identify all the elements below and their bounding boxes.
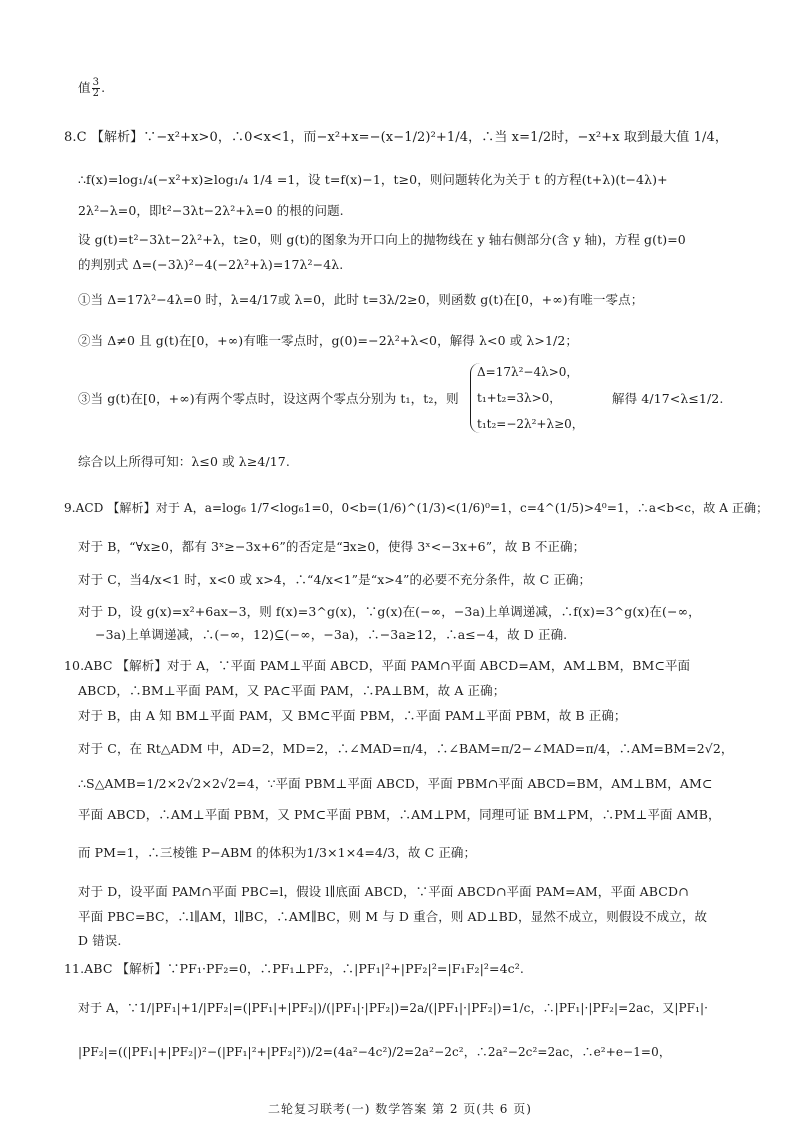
line-23: 对于 D，设平面 PAM∩平面 PBC=l，假设 l∥底面 ABCD，∵平面 ABCD∩平面 PAM=AM，平面 ABCD∩ — [78, 884, 689, 899]
line-04: 2λ²−λ=0，即t²−3λt−2λ²+λ=0 的根的问题. — [78, 203, 344, 218]
line-25: D 错误. — [78, 933, 122, 948]
line-08: ②当 Δ≠0 且 g(t)在[0，+∞)有唯一零点时，g(0)=−2λ²+λ<0，解得 λ<0 或 λ>1/2； — [78, 333, 578, 348]
line-20: ∴S△AMB=1/2×2√2×2√2=4，∵平面 PBM⊥平面 ABCD，平面 PBM∩平面 ABCD=BM，AM⊥BM，AM⊂ — [78, 776, 713, 791]
line-27: 对于 A，∵1/|PF₁|+1/|PF₂|=(|PF₁|+|PF₂|)/(|PF₁|·|PF₂|)=2a/(|PF₁|·|PF₂|)=1/c，∴|PF₁|·|PF₂|=2ac，又|PF₁|· — [78, 1001, 709, 1015]
line-15: −3a)上单调递减，∴(−∞，12)⊆(−∞，−3a)，∴−3a≥12，∴a≤−4，故 D 正确. — [95, 627, 568, 642]
line-21: 平面 ABCD，∴AM⊥平面 PBM，又 PM⊂平面 PBM，∴AM⊥PM，同理可证 BM⊥PM，∴PM⊥平面 AMB， — [78, 807, 721, 822]
line-16: 10.ABC 【解析】对于 A，∵平面 PAM⊥平面 ABCD，平面 PAM∩平面 ABCD=AM，AM⊥BM，BM⊂平面 — [64, 658, 691, 673]
page-footer: 二轮复习联考(一) 数学答案 第 2 页(共 6 页) — [268, 1102, 532, 1116]
line-14: 对于 D，设 g(x)=x²+6ax−3，则 f(x)=3^g(x)，∵g(x)在(−∞，−3a)上单调递减，∴f(x)=3^g(x)在(−∞， — [78, 604, 701, 619]
line-02: 8.C 【解析】∵−x²+x>0，∴0<x<1，而−x²+x=−(x−1/2)²+1/4，∴当 x=1/2时，−x²+x 取到最大值 1/4， — [64, 130, 728, 145]
line-26: 11.ABC 【解析】∵PF₁·PF₂=0，∴PF₁⊥PF₂，∴|PF₁|²+|PF₂|²=|F₁F₂|²=4c². — [64, 961, 524, 976]
line-03: ∴f(x)=log₁/₄(−x²+x)≥log₁/₄ 1/4 =1，设 t=f(x)−1，t≥0，则问题转化为关于 t 的方程(t+λ)(t−4λ)+ — [78, 172, 668, 187]
line-09-tail: 解得 4/17<λ≤1/2. — [612, 391, 724, 406]
inequality-system — [470, 363, 591, 433]
fraction-numerator: 3 — [92, 77, 100, 88]
line-17: ABCD，∴BM⊥平面 PAM，又 PA⊂平面 PAM，∴PA⊥BM，故 A 正确； — [78, 683, 506, 698]
line-09: ③当 g(t)在[0，+∞)有两个零点时，设这两个零点分别为 t₁，t₂，则 — [78, 391, 459, 406]
line-19: 对于 C，在 Rt△ADM 中，AD=2，MD=2，∴∠MAD=π/4，∴∠BAM=π/2−∠MAD=π/4，∴AM=BM=2√2， — [78, 741, 734, 756]
line-10: 综合以上所得可知：λ≤0 或 λ≥4/17. — [78, 454, 290, 469]
line-01 — [78, 78, 105, 99]
line-22: 而 PM=1，∴三棱锥 P−ABM 的体积为1/3×1×4=4/3，故 C 正确； — [78, 845, 477, 860]
line-24: 平面 PBC=BC，∴l∥AM，l∥BC，∴AM∥BC，则 M 与 D 重合，则 AD⊥BD，显然不成立，则假设不成立，故 — [78, 909, 708, 924]
line-18: 对于 B，由 A 知 BM⊥平面 PAM，又 BM⊂平面 PBM，∴平面 PAM⊥平面 PBM，故 B 正确； — [78, 708, 627, 723]
line-01-text: 值 — [78, 80, 91, 95]
line-12: 对于 B，“∀x≥0，都有 3ˣ≥−3x+6”的否定是“∃x≥0，使得 3ˣ<−3x+6”，故 B 不正确； — [78, 539, 586, 554]
line-11: 9.ACD 【解析】对于 A，a=log₆ 1/7<log₆1=0，0<b=(1/6)^(1/3)<(1/6)⁰=1，c=4^(1/5)>4⁰=1，∴a<b<c，故 A 正确； — [64, 501, 769, 515]
line-28: |PF₂|=((|PF₁|+|PF₂|)²−(|PF₁|²+|PF₂|²))/2=(4a²−4c²)/2=2a²−2c²，∴2a²−2c²=2ac，∴e²+e−1=0， — [78, 1045, 671, 1059]
line-06: 的判别式 Δ=(−3λ)²−4(−2λ²+λ)=17λ²−4λ. — [78, 257, 344, 272]
fraction-denominator: 2 — [92, 88, 100, 99]
system-row-3: t₁t₂=−2λ²+λ≥0， — [477, 417, 584, 431]
line-07: ①当 Δ=17λ²−4λ=0 时，λ=4/17或 λ=0，此时 t=3λ/2≥0，则函数 g(t)在[0，+∞)有唯一零点； — [78, 292, 644, 307]
line-01-tail: . — [101, 80, 106, 95]
system-row-1: Δ=17λ²−4λ>0， — [477, 365, 579, 379]
line-05: 设 g(t)=t²−3λt−2λ²+λ，t≥0，则 g(t)的图象为开口向上的抛物线在 y 轴右侧部分(含 y 轴)，方程 g(t)=0 — [78, 232, 686, 247]
fraction — [92, 78, 100, 99]
line-13: 对于 C，当4/x<1 时，x<0 或 x>4，∴“4/x<1”是“x>4”的必要不充分条件，故 C 正确； — [78, 572, 592, 587]
system-row-2: t₁+t₂=3λ>0， — [477, 391, 562, 405]
